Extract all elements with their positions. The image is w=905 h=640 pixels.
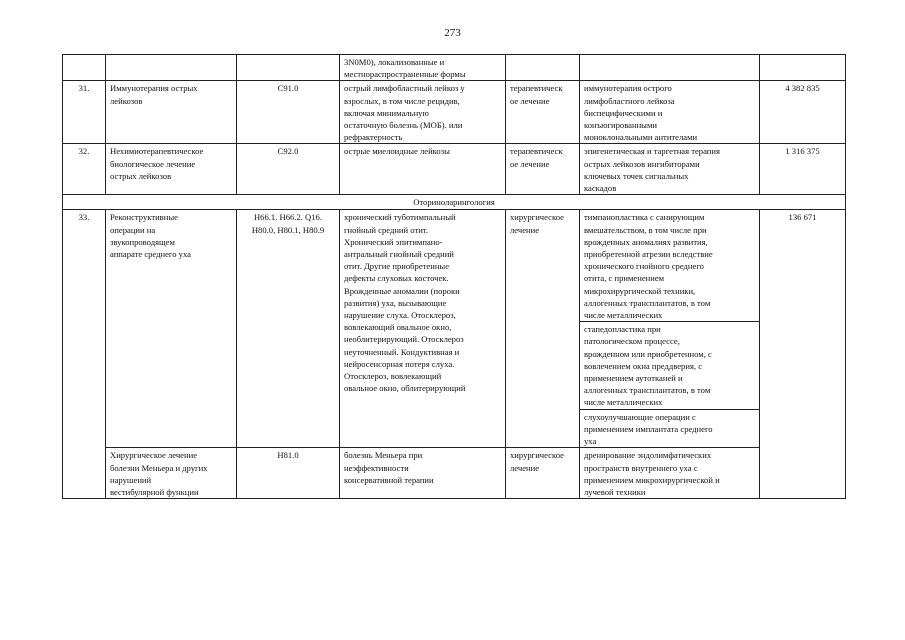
- cost-cell: 4 382 835: [760, 81, 846, 144]
- treatment-name-cell: Хирургическое лечение болезни Меньера и других нарушений вестибулярной функции: [106, 448, 237, 499]
- treatment-name-cell: Реконструктивные операции на звукопроводящем аппарате среднего уха: [106, 210, 237, 448]
- disease-cell: 3N0M0), локализованные и местнораспространенные формы: [340, 55, 506, 81]
- disease-cell: острые миелоидные лейкозы: [340, 144, 506, 195]
- cost-cell: 1 316 375: [760, 144, 846, 195]
- section-title: Оториноларингология: [63, 195, 846, 210]
- icd-code-cell: H81.0: [237, 448, 340, 499]
- disease-cell: острый лимфобластный лейкоз у взрослых, в том числе рецидив, включая минимальную остаточную болезнь (МОБ). или рефрактерность: [340, 81, 506, 144]
- icd-code-cell: C92.0: [237, 144, 340, 195]
- treatment-name-cell: Нехимиотерапевтическое биологическое лечение острых лейкозов: [106, 144, 237, 195]
- table-row-31: [63, 81, 846, 144]
- treatment-type-cell: терапевтическ ое лечение: [506, 144, 580, 195]
- medical-care-table: [62, 54, 846, 499]
- table-row-33: [63, 210, 846, 322]
- page-number: 273: [444, 27, 461, 39]
- treatment-type-cell: хирургическое лечение: [506, 448, 580, 499]
- row-number: 33.: [63, 210, 106, 499]
- treatment-method-cell: стапедопластика при патологическом процессе, врожденном или приобретенном, с вовлечением окна преддверия, с применением аутотканей и аллогенных трансплантатов, в том числе металлических: [580, 322, 760, 409]
- treatment-type-cell: терапевтическ ое лечение: [506, 81, 580, 144]
- row-number: 31.: [63, 81, 106, 144]
- treatment-type-cell: хирургическое лечение: [506, 210, 580, 448]
- treatment-method-cell: иммунотерапия острого лимфобластного лейкоза биспецифическими и конъюгированными моноклональными антителами: [580, 81, 760, 144]
- icd-code-cell: C91.0: [237, 81, 340, 144]
- table-row-33-menier: [63, 448, 846, 499]
- row-number: 32.: [63, 144, 106, 195]
- table-row-continuation: [63, 55, 846, 81]
- section-row: [63, 195, 846, 210]
- treatment-method-cell: эпигенетическая и таргетная терапия острых лейкозов ингибиторами ключевых точек сигнальных каскадов: [580, 144, 760, 195]
- table-row-32: [63, 144, 846, 195]
- treatment-method-cell: тимпанопластика с санирующим вмешательством, в том числе при врожденных аномалиях развития, приобретенной атрезии вследствие хронического гнойного среднего отита, с применением микрохирургической техники, аллогенных трансплантатов, в том числе металлических: [580, 210, 760, 322]
- icd-code-cell: H66.1. H66.2. Q16. H80.0, H80.1, H80.9: [237, 210, 340, 448]
- treatment-method-cell: дренирование эндолимфатических пространств внутреннего уха с применением микрохирургической и лучевой техники: [580, 448, 760, 499]
- cost-cell: 136 671: [760, 210, 846, 499]
- disease-cell: болезнь Меньера при неэффективности консервативной терапии: [340, 448, 506, 499]
- treatment-method-cell: слухоулучшающие операции с применением имплантата среднего уха: [580, 409, 760, 448]
- disease-cell: хронический туботимпальный гнойный средний отит. Хронический эпитимпано- антральный гнойный средний отит. Другие приобретенные дефекты слуховых косточек. Врожденные аномалии (пороки развития) уха, вызывающие нарушение слуха. Отосклероз, вовлекающий овальное окно, необлитерирующий. Отосклероз неуточненный. Кондуктивная и нейросенсорная потеря слуха. Отосклероз, вовлекающий овальное окно, облитерирующий: [340, 210, 506, 448]
- treatment-name-cell: Иммунотерапия острых лейкозов: [106, 81, 237, 144]
